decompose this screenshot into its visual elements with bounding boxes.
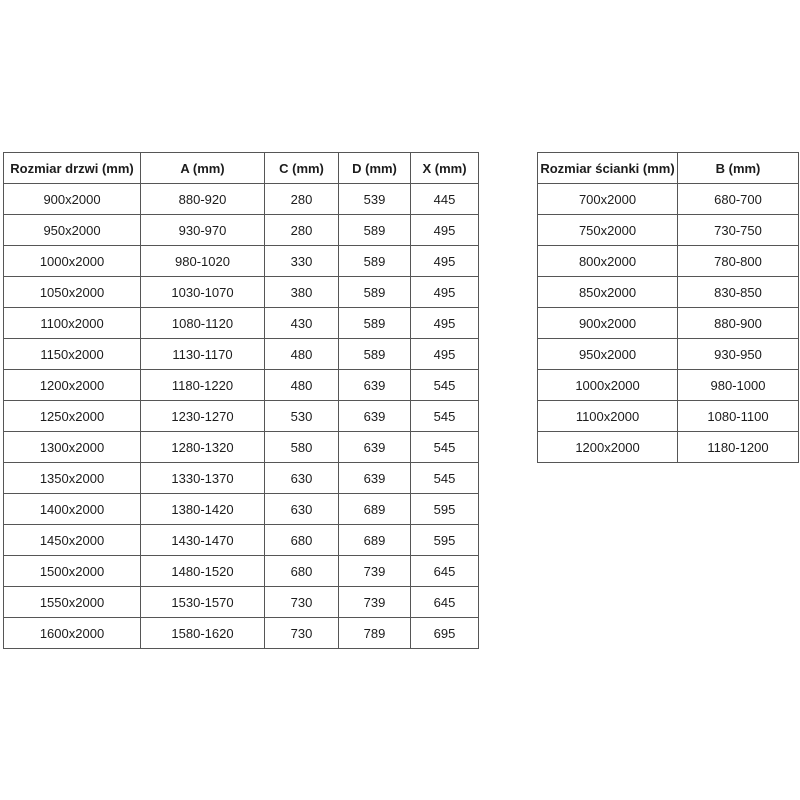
table-cell: 730-750 xyxy=(678,215,799,246)
table-cell: 689 xyxy=(339,525,411,556)
table-cell: 1330-1370 xyxy=(141,463,265,494)
table-row xyxy=(4,618,479,649)
table-cell: 739 xyxy=(339,587,411,618)
table-cell: 589 xyxy=(339,308,411,339)
table-cell: 330 xyxy=(265,246,339,277)
table-cell: 280 xyxy=(265,215,339,246)
table-row xyxy=(538,184,799,215)
table-row xyxy=(538,215,799,246)
column-header: D (mm) xyxy=(339,153,411,184)
table-row xyxy=(4,401,479,432)
table-row xyxy=(538,246,799,277)
column-header: Rozmiar drzwi (mm) xyxy=(4,153,141,184)
table-row xyxy=(4,525,479,556)
table-cell: 789 xyxy=(339,618,411,649)
table-cell: 495 xyxy=(411,215,479,246)
table-cell: 589 xyxy=(339,246,411,277)
table-cell: 1080-1100 xyxy=(678,401,799,432)
table-cell: 1280-1320 xyxy=(141,432,265,463)
table-cell: 545 xyxy=(411,401,479,432)
table-cell: 930-950 xyxy=(678,339,799,370)
column-header: X (mm) xyxy=(411,153,479,184)
table-cell: 539 xyxy=(339,184,411,215)
table-cell: 680 xyxy=(265,525,339,556)
table-cell: 430 xyxy=(265,308,339,339)
column-header: C (mm) xyxy=(265,153,339,184)
table-row xyxy=(4,463,479,494)
table-cell: 495 xyxy=(411,277,479,308)
table-cell: 580 xyxy=(265,432,339,463)
table-cell: 1130-1170 xyxy=(141,339,265,370)
table-cell: 900x2000 xyxy=(4,184,141,215)
table-row xyxy=(538,432,799,463)
table-cell: 680-700 xyxy=(678,184,799,215)
column-header: Rozmiar ścianki (mm) xyxy=(538,153,678,184)
table-row xyxy=(538,401,799,432)
table-cell: 545 xyxy=(411,370,479,401)
table-cell: 1080-1120 xyxy=(141,308,265,339)
table-cell: 1000x2000 xyxy=(4,246,141,277)
table-cell: 1030-1070 xyxy=(141,277,265,308)
table-cell: 1400x2000 xyxy=(4,494,141,525)
table-row xyxy=(4,494,479,525)
table-cell: 1200x2000 xyxy=(538,432,678,463)
column-header: B (mm) xyxy=(678,153,799,184)
table-cell: 545 xyxy=(411,432,479,463)
header-row xyxy=(4,153,479,184)
table-cell: 980-1000 xyxy=(678,370,799,401)
table-cell: 1100x2000 xyxy=(4,308,141,339)
door-size-table xyxy=(3,152,479,649)
table-cell: 639 xyxy=(339,463,411,494)
table-cell: 445 xyxy=(411,184,479,215)
table-cell: 700x2000 xyxy=(538,184,678,215)
table-cell: 480 xyxy=(265,339,339,370)
table-row xyxy=(4,246,479,277)
table-cell: 639 xyxy=(339,370,411,401)
table-cell: 589 xyxy=(339,277,411,308)
table-cell: 1380-1420 xyxy=(141,494,265,525)
table-cell: 880-900 xyxy=(678,308,799,339)
table-cell: 480 xyxy=(265,370,339,401)
table-cell: 1180-1220 xyxy=(141,370,265,401)
table-cell: 800x2000 xyxy=(538,246,678,277)
table-cell: 589 xyxy=(339,215,411,246)
table-cell: 980-1020 xyxy=(141,246,265,277)
table-cell: 680 xyxy=(265,556,339,587)
table-cell: 630 xyxy=(265,494,339,525)
table-cell: 900x2000 xyxy=(538,308,678,339)
table-cell: 280 xyxy=(265,184,339,215)
table-cell: 380 xyxy=(265,277,339,308)
table-cell: 1350x2000 xyxy=(4,463,141,494)
table-cell: 495 xyxy=(411,308,479,339)
table-cell: 739 xyxy=(339,556,411,587)
table-cell: 750x2000 xyxy=(538,215,678,246)
table-cell: 1180-1200 xyxy=(678,432,799,463)
table-cell: 780-800 xyxy=(678,246,799,277)
table-cell: 495 xyxy=(411,339,479,370)
column-header: A (mm) xyxy=(141,153,265,184)
table-cell: 1580-1620 xyxy=(141,618,265,649)
table-cell: 950x2000 xyxy=(538,339,678,370)
table-cell: 530 xyxy=(265,401,339,432)
table-cell: 1300x2000 xyxy=(4,432,141,463)
table-row xyxy=(4,370,479,401)
table-cell: 1500x2000 xyxy=(4,556,141,587)
table-row xyxy=(538,277,799,308)
table-cell: 645 xyxy=(411,556,479,587)
table-cell: 730 xyxy=(265,618,339,649)
table-cell: 1430-1470 xyxy=(141,525,265,556)
table-cell: 930-970 xyxy=(141,215,265,246)
table-row xyxy=(538,370,799,401)
table-row xyxy=(4,215,479,246)
table-row xyxy=(4,308,479,339)
table-row xyxy=(4,556,479,587)
table-cell: 850x2000 xyxy=(538,277,678,308)
table-cell: 1480-1520 xyxy=(141,556,265,587)
table-row xyxy=(538,308,799,339)
table-cell: 1230-1270 xyxy=(141,401,265,432)
table-row xyxy=(4,339,479,370)
table-row xyxy=(4,184,479,215)
table-cell: 1550x2000 xyxy=(4,587,141,618)
table-cell: 1000x2000 xyxy=(538,370,678,401)
table-cell: 880-920 xyxy=(141,184,265,215)
table-cell: 695 xyxy=(411,618,479,649)
table-cell: 1530-1570 xyxy=(141,587,265,618)
wall-size-table xyxy=(537,152,799,463)
table-cell: 639 xyxy=(339,432,411,463)
table-cell: 689 xyxy=(339,494,411,525)
table-cell: 589 xyxy=(339,339,411,370)
table-cell: 730 xyxy=(265,587,339,618)
table-cell: 950x2000 xyxy=(4,215,141,246)
table-cell: 1050x2000 xyxy=(4,277,141,308)
table-row xyxy=(4,587,479,618)
table-cell: 495 xyxy=(411,246,479,277)
table-cell: 1600x2000 xyxy=(4,618,141,649)
table-cell: 639 xyxy=(339,401,411,432)
table-cell: 545 xyxy=(411,463,479,494)
table-cell: 645 xyxy=(411,587,479,618)
table-cell: 1450x2000 xyxy=(4,525,141,556)
table-cell: 595 xyxy=(411,525,479,556)
table-cell: 1200x2000 xyxy=(4,370,141,401)
table-row xyxy=(4,277,479,308)
table-row xyxy=(538,339,799,370)
header-row xyxy=(538,153,799,184)
table-cell: 1100x2000 xyxy=(538,401,678,432)
table-cell: 1250x2000 xyxy=(4,401,141,432)
table-cell: 1150x2000 xyxy=(4,339,141,370)
table-cell: 630 xyxy=(265,463,339,494)
table-cell: 595 xyxy=(411,494,479,525)
table-cell: 830-850 xyxy=(678,277,799,308)
table-row xyxy=(4,432,479,463)
